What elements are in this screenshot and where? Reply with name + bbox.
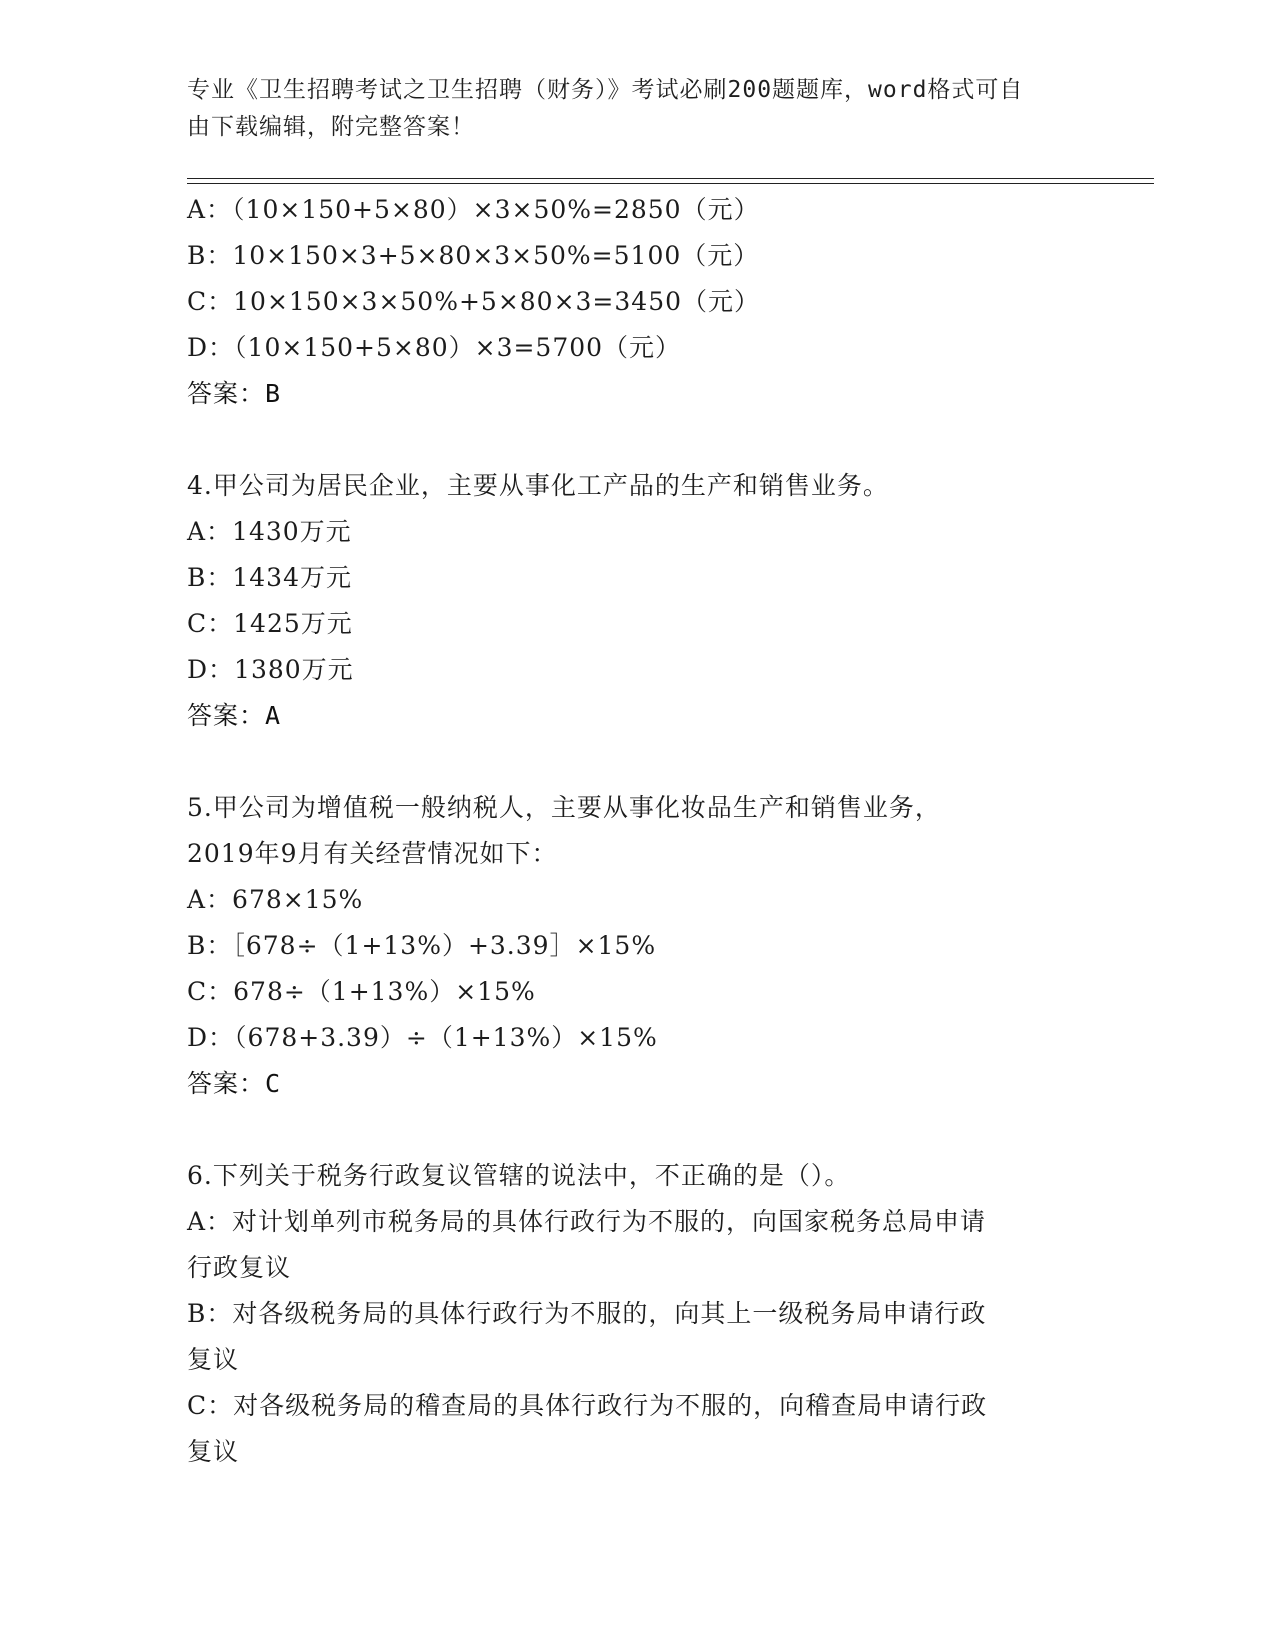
answer-label: 答案：: [187, 379, 266, 408]
question-5: [187, 785, 1087, 1107]
answer-value: C: [265, 1069, 282, 1098]
question-stem-line-1: 5.甲公司为增值税一般纳税人，主要从事化妆品生产和销售业务，: [187, 793, 941, 822]
option-c: C：1425万元: [187, 609, 353, 638]
option-c: C：10×150×3×50%+5×80×3=3450（元）: [187, 287, 761, 316]
answer-value: A: [265, 701, 282, 730]
option-a: A：（10×150+5×80）×3×50%=2850（元）: [187, 195, 760, 224]
option-c-line-1: C：对各级税务局的稽查局的具体行政行为不服的，向稽查局申请行政: [187, 1391, 988, 1420]
question-6: [187, 1153, 1087, 1475]
spacer: [187, 739, 1087, 785]
question-stem: 6.下列关于税务行政复议管辖的说法中，不正确的是（）。: [187, 1161, 851, 1190]
answer-line: [187, 1061, 1087, 1107]
answer-label: 答案：: [187, 1069, 266, 1098]
answer-value: B: [265, 379, 282, 408]
option-a: A：1430万元: [187, 517, 352, 546]
answer-label: 答案：: [187, 701, 266, 730]
header-divider-bottom: [187, 183, 1154, 184]
question-3: [187, 187, 1087, 417]
option-d: D：（678+3.39）÷（1+13%）×15%: [187, 1023, 658, 1052]
answer-line: [187, 371, 1087, 417]
option-b-line-1: B：对各级税务局的具体行政行为不服的，向其上一级税务局申请行政: [187, 1299, 987, 1328]
option-d: D：1380万元: [187, 655, 354, 684]
header-divider-top: [187, 178, 1154, 179]
option-b: B：10×150×3+5×80×3×50%=5100（元）: [187, 241, 760, 270]
option-a-line-2: 行政复议: [187, 1253, 292, 1282]
question-stem: 4.甲公司为居民企业，主要从事化工产品的生产和销售业务。: [187, 471, 889, 500]
option-c: C：678÷（1+13%）×15%: [187, 977, 536, 1006]
option-b: B：［678÷（1+13%）+3.39］×15%: [187, 931, 657, 960]
option-b: B：1434万元: [187, 563, 352, 592]
question-stem-line-2: 2019年9月有关经营情况如下：: [187, 839, 558, 868]
option-a: A：678×15%: [187, 885, 364, 914]
option-a-line-1: A：对计划单列市税务局的具体行政行为不服的，向国家税务总局申请: [187, 1207, 987, 1236]
question-content: [187, 187, 1087, 1475]
document-header: [187, 72, 1067, 146]
question-4: [187, 463, 1087, 739]
option-c-line-2: 复议: [187, 1437, 240, 1466]
spacer: [187, 1107, 1087, 1153]
spacer: [187, 417, 1087, 463]
option-d: D：（10×150+5×80）×3=5700（元）: [187, 333, 682, 362]
answer-line: [187, 693, 1087, 739]
header-line-1: 专业《卫生招聘考试之卫生招聘（财务）》考试必刷200题题库，word格式可自: [187, 77, 1024, 103]
header-line-2: 由下载编辑，附完整答案！: [187, 114, 475, 140]
option-b-line-2: 复议: [187, 1345, 240, 1374]
